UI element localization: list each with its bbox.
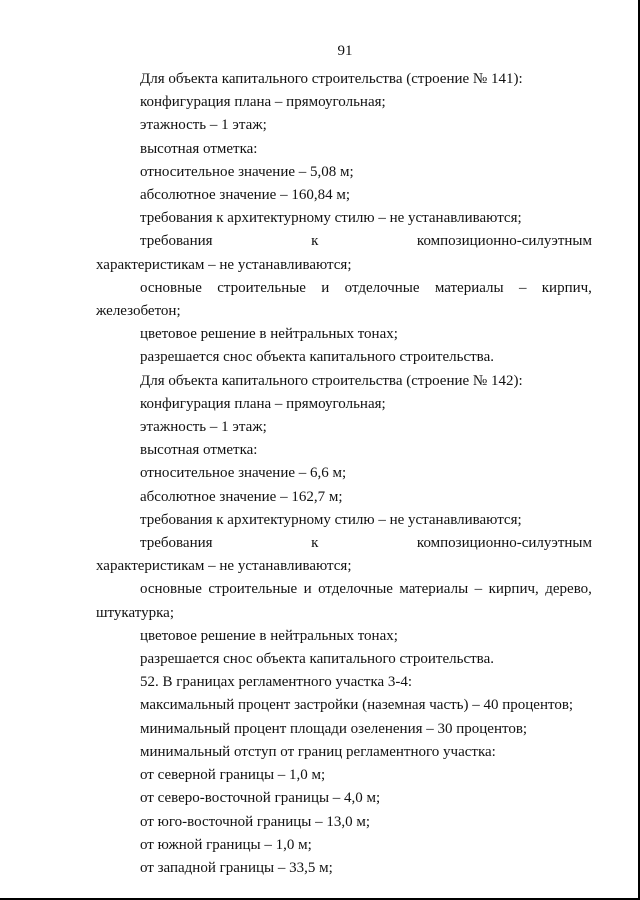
word: кирпич,	[488, 581, 539, 598]
word: материалы	[399, 581, 469, 598]
paragraph-line: 52. В границах регламентного участка 3-4:	[140, 674, 413, 691]
word: отделочные	[344, 279, 420, 296]
paragraph-line: характеристикам – не устанавливаются;	[96, 256, 352, 273]
paragraph-line: высотная отметка:	[140, 442, 258, 459]
word: кирпич,	[541, 279, 592, 296]
paragraph-line: требования к архитектурному стилю – не устанавливаются;	[140, 511, 522, 528]
word: композиционно-силуэтным	[416, 233, 592, 250]
paragraph-line: конфигурация плана – прямоугольная;	[140, 94, 386, 111]
word: дерево,	[545, 581, 592, 598]
paragraph-line: железобетон;	[96, 303, 181, 320]
paragraph-line: Для объекта капитального строительства (строение № 142):	[140, 372, 523, 389]
paragraph-line: относительное значение – 6,6 м;	[140, 465, 347, 482]
paragraph-line: высотная отметка:	[140, 140, 258, 157]
word: к	[311, 233, 319, 250]
document-body	[96, 68, 592, 880]
word: основные	[140, 279, 202, 296]
page-number: 91	[337, 43, 353, 59]
paragraph-line: конфигурация плана – прямоугольная;	[140, 395, 386, 412]
paragraph-line: минимальный отступ от границ регламентного участка:	[140, 743, 496, 760]
word: материалы	[434, 279, 504, 296]
paragraph-line: Для объекта капитального строительства (строение № 141):	[140, 71, 523, 87]
paragraph-line: разрешается снос объекта капитального строительства.	[140, 651, 494, 668]
paragraph-line: абсолютное значение – 162,7 м;	[140, 488, 343, 505]
word: требования	[140, 535, 213, 552]
paragraph-line: от северо-восточной границы – 4,0 м;	[140, 790, 381, 807]
justified-line	[96, 578, 592, 601]
paragraph-line: этажность – 1 этаж;	[140, 419, 267, 436]
word: строительные	[208, 581, 298, 598]
paragraph-line: абсолютное значение – 160,84 м;	[140, 187, 350, 204]
word: и	[321, 279, 330, 296]
word: к	[311, 535, 319, 552]
paragraph-line: требования к архитектурному стилю – не устанавливаются;	[140, 210, 522, 227]
paragraph-line: этажность – 1 этаж;	[140, 117, 267, 134]
paragraph-line: максимальный процент застройки (наземная часть) – 40 процентов;	[140, 697, 574, 714]
paragraph-line: цветовое решение в нейтральных тонах;	[140, 627, 398, 644]
paragraph-line: от западной границы – 33,5 м;	[140, 859, 333, 876]
word: строительные	[217, 279, 306, 296]
paragraph-line: от юго-восточной границы – 13,0 м;	[140, 813, 371, 830]
word: и	[303, 581, 312, 598]
paragraph-line: штукатурка;	[96, 604, 174, 621]
word: композиционно-силуэтным	[416, 535, 592, 552]
paragraph-line: относительное значение – 5,08 м;	[140, 163, 354, 180]
paragraph-line: от северной границы – 1,0 м;	[140, 767, 326, 784]
word: основные	[140, 581, 202, 598]
justified-line	[96, 532, 592, 555]
paragraph-line: характеристикам – не устанавливаются;	[96, 558, 352, 575]
word: –	[518, 279, 527, 296]
paragraph-line: разрешается снос объекта капитального строительства.	[140, 349, 494, 366]
paragraph-line: минимальный процент площади озеленения – 30 процентов;	[140, 720, 528, 737]
justified-line	[96, 277, 592, 300]
word: требования	[140, 233, 213, 250]
justified-line	[96, 230, 592, 253]
word: отделочные	[318, 581, 393, 598]
paragraph-line: цветовое решение в нейтральных тонах;	[140, 326, 398, 343]
word: –	[474, 581, 483, 598]
paragraph-line: от южной границы – 1,0 м;	[140, 836, 312, 853]
